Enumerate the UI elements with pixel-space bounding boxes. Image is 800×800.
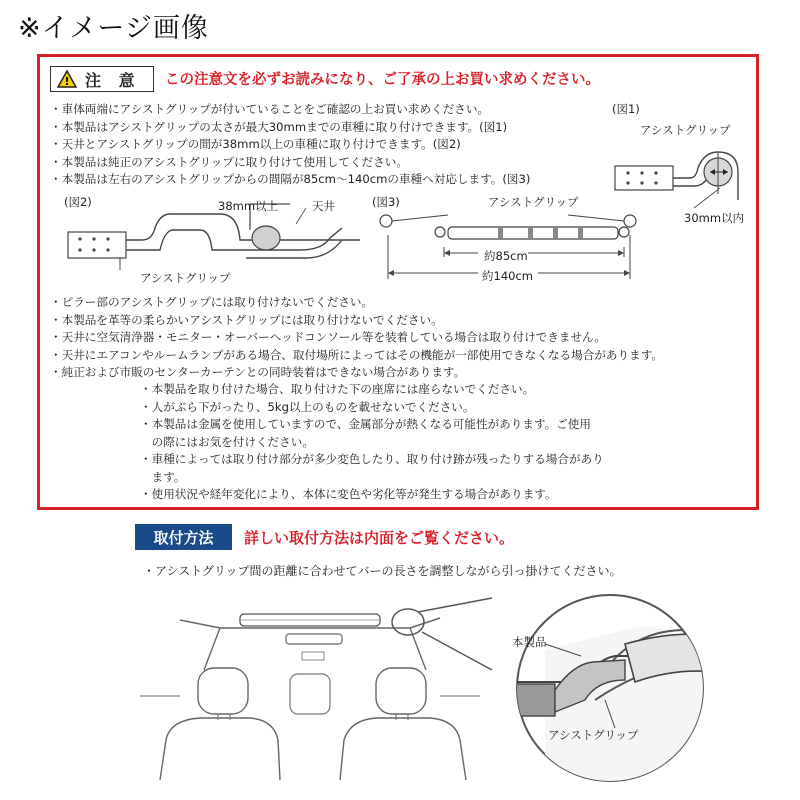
list-item: ・使用状況や経年変化により、本体に変色や劣化等が発生する場合があります。 xyxy=(140,487,557,501)
list-item: ・車種によっては取り付け部分が多少変色したり、取り付け跡が残ったりする場合があり xyxy=(140,452,604,466)
fig3-dim-outer: 約140cm xyxy=(482,269,533,283)
list-item: ・純正および市販のセンターカーテンとの同時装着はできない場合があります。 xyxy=(50,365,466,379)
car-interior-illustration xyxy=(140,600,480,780)
warning-icon xyxy=(57,70,77,88)
fig3-illustration xyxy=(378,205,648,285)
fig2-ceiling-label: 天井 xyxy=(312,199,335,213)
page-title: ※イメージ画像 xyxy=(18,13,209,44)
install-headline: 詳しい取付方法は内面をご覧ください。 xyxy=(244,529,515,547)
callout-grip-label: アシストグリップ xyxy=(548,728,639,742)
list-item: ・天井に空気清浄器・モニター・オーバーヘッドコンソール等を装着している場合は取り付けできません。 xyxy=(50,330,606,344)
caution-list-indented xyxy=(140,381,604,504)
list-item: ・本製品はアシストグリップの太さが最大30mmまでの車種に取り付けできます。(図1) xyxy=(50,119,508,134)
fig2-illustration xyxy=(60,210,360,272)
callout-product-label: 本製品 xyxy=(512,635,547,649)
fig1-label: (図1) xyxy=(612,102,640,116)
svg-text:!: ! xyxy=(64,75,70,88)
install-badge: 取付方法 xyxy=(135,524,232,550)
list-item: ます。 xyxy=(140,469,186,484)
list-item: ・ピラー部のアシストグリップには取り付けないでください。 xyxy=(50,295,374,309)
list-item: ・天井とアシストグリップの間が38mm以上の車種に取り付けできます。(図2) xyxy=(50,137,461,151)
caution-badge xyxy=(50,66,154,92)
fig1-grip-label: アシストグリップ xyxy=(640,123,731,137)
caution-list-bottom xyxy=(50,294,663,382)
fig3-dim-inner: 約85cm xyxy=(484,249,528,263)
list-item: の際にはお気を付けください。 xyxy=(140,434,314,449)
caution-list-top xyxy=(50,101,530,189)
fig2-grip-label: アシストグリップ xyxy=(140,271,231,285)
callout-zoom xyxy=(485,590,775,790)
fig3-label: (図3) xyxy=(372,195,400,209)
list-item: ・本製品は純正のアシストグリップに取り付けて使用してください。 xyxy=(50,154,408,169)
caution-headline: この注意文を必ずお読みになり、ご了承の上お買い求めください。 xyxy=(165,72,600,88)
fig2-label: (図2) xyxy=(64,195,92,209)
list-item: ・天井にエアコンやルームランプがある場合、取付場所によってはその機能が一部使用できなくなる場合があります。 xyxy=(50,347,663,362)
fig1-dim-label: 30mm以内 xyxy=(684,211,745,225)
list-item: ・本製品を取り付けた場合、取り付けた下の座席には座らないでください。 xyxy=(140,382,535,396)
fig2-dim-label: 38mm以上 xyxy=(218,199,279,213)
list-item: ・本製品は金属を使用していますので、金属部分が熱くなる可能性があります。ご使用 xyxy=(140,417,591,431)
list-item: ・本製品は左右のアシストグリップからの間隔が85cm〜140cmの車種へ対応します。(図3) xyxy=(50,172,531,186)
fig3-grip-label: アシストグリップ xyxy=(488,195,579,209)
fig1-illustration xyxy=(610,138,750,208)
list-item: ・本製品を革等の柔らかいアシストグリップには取り付けないでください。 xyxy=(50,312,443,327)
list-item: ・車体両端にアシストグリップが付いていることをご確認の上お買い求めください。 xyxy=(50,102,490,116)
list-item: ・人がぶら下がったり、5kg以上のものを載せないでください。 xyxy=(140,399,475,414)
caution-label: 注 意 xyxy=(85,70,141,90)
install-note: ・アシストグリップ間の距離に合わせてバーの長さを調整しながら引っ掛けてください。 xyxy=(143,564,622,578)
